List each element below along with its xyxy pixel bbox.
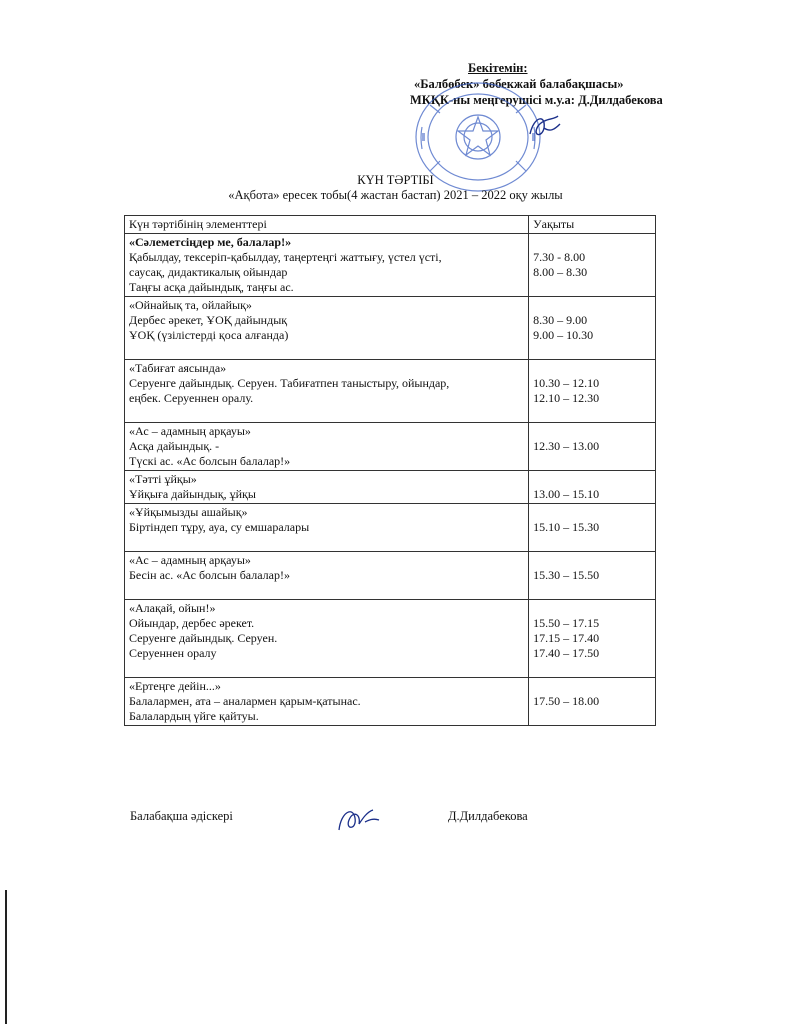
methodist-role: Балабақша әдіскері: [130, 809, 233, 823]
activity-line: Ұйқыға дайындық, ұйқы: [129, 487, 256, 501]
document-subtitle: «Ақбота» ересек тобы(4 жастан бастап) 2021 – 2022 оқу жылы: [228, 188, 563, 202]
table-row: [125, 471, 656, 504]
table-row: [125, 234, 656, 297]
activities-cell: [125, 552, 529, 600]
activity-line: Асқа дайындық. -: [129, 439, 220, 453]
time-line: 15.10 – 15.30: [533, 520, 600, 534]
time-cell: [529, 471, 656, 504]
time-line: 7.30 - 8.00: [533, 250, 586, 264]
time-cell: [529, 234, 656, 297]
time-cell: [529, 678, 656, 726]
time-line: 8.30 – 9.00: [533, 313, 588, 327]
time-line: 12.10 – 12.30: [533, 391, 600, 405]
time-line: [533, 424, 651, 439]
activity-line: [129, 343, 524, 358]
activity-line: Серуенге дайындық. Серуен. Табиғатпен таныстыру, ойындар,: [129, 376, 450, 390]
section-title: «Табиғат аясында»: [129, 361, 227, 375]
time-cell: [529, 423, 656, 471]
column-header-activities: Күн тәртібінің элементтері: [125, 216, 529, 234]
activities-cell: [125, 360, 529, 423]
activities-cell: [125, 678, 529, 726]
activity-line: Біртіндеп тұру, ауа, су емшаралары: [129, 520, 310, 534]
time-line: [533, 505, 651, 520]
activity-line: Қабылдау, тексеріп-қабылдау, таңертеңгі жаттығу, үстел үсті,: [129, 250, 442, 264]
activities-cell: [125, 600, 529, 678]
section-title: «Ертеңге дейін...»: [129, 679, 221, 693]
activity-line: Дербес әрекет, ҰОҚ дайындық: [129, 313, 288, 327]
activity-line: Ойындар, дербес әрекет.: [129, 616, 255, 630]
time-line: 17.40 – 17.50: [533, 646, 600, 660]
activity-line: Таңғы асқа дайындық, таңғы ас.: [129, 280, 294, 294]
activity-line: [129, 535, 524, 550]
section-title: «Сәлеметсіңдер ме, балалар!»: [129, 235, 292, 249]
activities-cell: [125, 504, 529, 552]
time-cell: [529, 600, 656, 678]
activity-line: саусақ, дидактикалық ойындар: [129, 265, 288, 279]
table-header-row: [125, 216, 656, 234]
time-line: [533, 601, 651, 616]
column-header-time: Уақыты: [529, 216, 656, 234]
time-line: 13.00 – 15.10: [533, 487, 600, 501]
time-line: [533, 679, 651, 694]
activities-cell: [125, 423, 529, 471]
time-line: 17.15 – 17.40: [533, 631, 600, 645]
time-cell: [529, 297, 656, 360]
head-signature: [524, 110, 564, 142]
section-title: «Тәтті ұйқы»: [129, 472, 197, 486]
time-line: [533, 298, 651, 313]
time-line: [533, 235, 651, 250]
activity-line: еңбек. Серуеннен оралу.: [129, 391, 254, 405]
table-row: [125, 552, 656, 600]
time-line: 17.50 – 18.00: [533, 694, 600, 708]
section-title: «Ас – адамның арқауы»: [129, 424, 251, 438]
section-title: «Ұйқымызды ашайық»: [129, 505, 248, 519]
activity-line: [129, 583, 524, 598]
time-cell: [529, 504, 656, 552]
scan-edge-line: [5, 890, 7, 1024]
section-title: «Алақай, ойын!»: [129, 601, 216, 615]
table-row: [125, 504, 656, 552]
time-line: 12.30 – 13.00: [533, 439, 600, 453]
daily-schedule-table: [124, 215, 656, 726]
activity-line: ҰОҚ (үзілістерді қоса алғанда): [129, 328, 289, 342]
section-title: «Ойнайық та, ойлайық»: [129, 298, 252, 312]
approval-head-name: МКҚК-ны меңгерушісі м.у.а: Д.Дилдабекова: [410, 93, 663, 107]
section-title: «Ас – адамның арқауы»: [129, 553, 251, 567]
time-line: [533, 553, 651, 568]
activity-line: [129, 661, 524, 676]
table-row: [125, 360, 656, 423]
activity-line: Серуенге дайындық. Серуен.: [129, 631, 278, 645]
activity-line: Бесін ас. «Ас болсын балалар!»: [129, 568, 290, 582]
time-cell: [529, 552, 656, 600]
time-cell: [529, 360, 656, 423]
activities-cell: [125, 297, 529, 360]
activity-line: [129, 406, 524, 421]
document-title: КҮН ТӘРТІБІ: [357, 173, 434, 187]
time-line: 8.00 – 8.30: [533, 265, 588, 279]
approval-block: [410, 60, 710, 108]
time-line: 10.30 – 12.10: [533, 376, 600, 390]
time-line: 9.00 – 10.30: [533, 328, 594, 342]
table-row: [125, 600, 656, 678]
table-row: [125, 678, 656, 726]
activity-line: Балалармен, ата – аналармен қарым-қатынас.: [129, 694, 361, 708]
approval-institution: «Балбөбек» бөбекжай балабақшасы»: [414, 77, 624, 91]
table-row: [125, 423, 656, 471]
methodist-name: Д.Дилдабекова: [448, 809, 528, 823]
time-line: 15.50 – 17.15: [533, 616, 600, 630]
methodist-signature: [333, 800, 383, 840]
time-line: [533, 472, 651, 487]
activity-line: Балалардың үйге қайтуы.: [129, 709, 259, 723]
time-line: [533, 361, 651, 376]
activity-line: Түскі ас. «Ас болсын балалар!»: [129, 454, 291, 468]
approval-heading: Бекітемін:: [468, 61, 528, 75]
activities-cell: [125, 234, 529, 297]
activities-cell: [125, 471, 529, 504]
activity-line: Серуеннен оралу: [129, 646, 217, 660]
table-row: [125, 297, 656, 360]
time-line: 15.30 – 15.50: [533, 568, 600, 582]
